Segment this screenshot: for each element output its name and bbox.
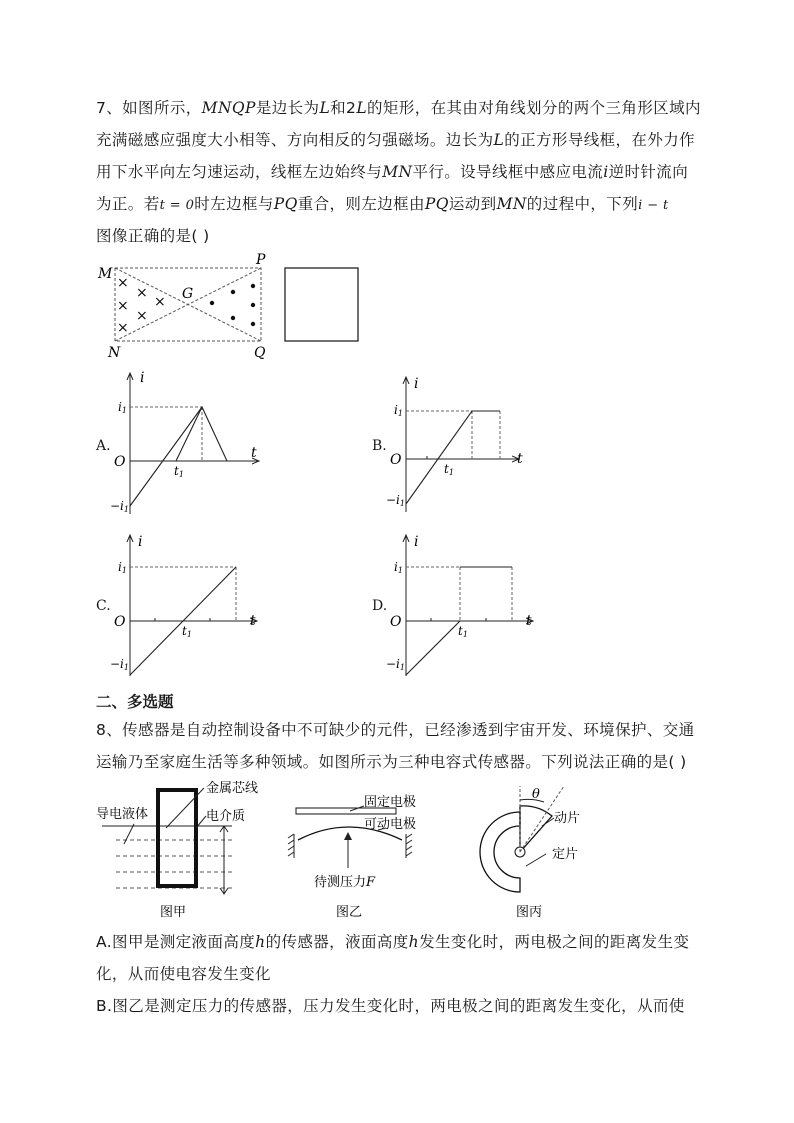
svg-text:i1: i1 <box>394 403 403 418</box>
current-curve <box>406 411 500 504</box>
cross-mark: × <box>136 308 148 324</box>
dot-mark <box>251 322 255 326</box>
svg-text:t: t <box>251 445 257 461</box>
cross-mark: × <box>117 320 129 336</box>
svg-text:t1: t1 <box>444 462 454 477</box>
option-b-label[interactable]: B. <box>372 438 387 454</box>
svg-text:t: t <box>517 451 523 467</box>
cross-mark: × <box>117 298 129 314</box>
q8-option-a-line-2: 化，从而使电容发生变化 <box>96 965 271 983</box>
svg-text:导电液体: 导电液体 <box>96 807 149 822</box>
svg-text:待测压力F: 待测压力F <box>314 875 376 890</box>
current-curve <box>406 621 460 675</box>
svg-text:O: O <box>390 614 402 630</box>
svg-text:i1: i1 <box>118 400 127 415</box>
label-q: Q <box>254 345 266 361</box>
label-n: N <box>108 345 121 361</box>
dot-mark <box>251 303 255 307</box>
q7-line-3: 用下水平向左匀速运动，线框左边始终与MN平行。设导线框中感应电流i逆时针流向 <box>96 163 689 181</box>
figure-yi <box>288 794 416 920</box>
svg-text:i1: i1 <box>118 560 127 575</box>
svg-text:O: O <box>114 614 126 630</box>
svg-text:t1: t1 <box>182 624 192 639</box>
q8-option-b-line-1[interactable]: B.图乙是测定压力的传感器，压力发生变化时，两电极之间的距离发生变化，从而使 <box>96 997 685 1015</box>
svg-text:电介质: 电介质 <box>206 809 246 824</box>
figure-jia <box>96 780 258 920</box>
q7-line-5: 图像正确的是( ) <box>96 227 210 245</box>
graph-c[interactable] <box>110 530 270 680</box>
q7-line-2: 充满磁感应强度大小相等、方向相反的匀强磁场。边长为L的正方形导线框，在外力作 <box>96 131 696 149</box>
figure-bing <box>480 786 580 920</box>
q7-line-4: 为正。若t = 0时左边框与PQ重合，则左边框由PQ运动到MN的过程中，下列i − t <box>96 195 669 213</box>
svg-text:i1: i1 <box>394 560 403 575</box>
svg-text:固定电极: 固定电极 <box>364 795 417 810</box>
moving-plate <box>520 806 552 852</box>
dielectric-tube <box>158 790 196 886</box>
cross-mark: × <box>136 285 148 301</box>
svg-text:−i1: −i1 <box>386 493 405 508</box>
svg-text:t1: t1 <box>458 624 468 639</box>
option-a-label[interactable]: A. <box>96 438 111 454</box>
svg-text:i: i <box>140 370 145 386</box>
dot-mark <box>231 316 235 320</box>
q8-option-a-line-1[interactable]: A.图甲是测定液面高度h的传感器，液面高度h发生变化时，两电极之间的距离发生变 <box>96 933 690 951</box>
label-m: M <box>98 266 113 282</box>
section-title: 二、多选题 <box>96 693 174 711</box>
svg-text:θ: θ <box>532 787 540 802</box>
graph-b[interactable] <box>386 372 546 522</box>
svg-text:O: O <box>114 454 126 470</box>
diagonal-np <box>115 268 261 341</box>
svg-text:−i1: −i1 <box>110 657 129 672</box>
q8-line-2: 运输乃至家庭生活等多种领域。如图所示为三种电容式传感器。下列说法正确的是( ) <box>96 753 687 771</box>
svg-text:−i1: −i1 <box>386 657 405 672</box>
svg-text:动片: 动片 <box>554 811 581 826</box>
svg-text:定片: 定片 <box>552 847 579 862</box>
label-p: P <box>256 252 266 268</box>
svg-text:t: t <box>250 613 256 629</box>
fixed-plate <box>480 812 520 892</box>
svg-text:可动电极: 可动电极 <box>364 817 417 832</box>
svg-text:i: i <box>414 534 419 550</box>
dot-mark <box>210 301 214 305</box>
option-c-label[interactable]: C. <box>96 598 111 614</box>
svg-text:图丙: 图丙 <box>516 905 543 920</box>
svg-text:i: i <box>138 534 143 550</box>
q7-figure <box>92 250 372 365</box>
option-d-label[interactable]: D. <box>372 598 388 614</box>
graph-a[interactable] <box>110 368 270 518</box>
svg-text:t: t <box>526 613 532 629</box>
q8-line-1: 8、传感器是自动控制设备中不可缺少的元件，已经渗透到宇宙开发、环境保护、交通 <box>96 721 695 739</box>
dot-mark <box>251 284 255 288</box>
svg-text:i: i <box>414 376 419 392</box>
svg-text:图乙: 图乙 <box>336 905 363 920</box>
cross-mark: × <box>154 294 166 310</box>
label-g: G <box>182 286 194 302</box>
cross-mark: × <box>117 275 129 291</box>
svg-text:−i1: −i1 <box>110 499 129 514</box>
svg-text:O: O <box>390 452 402 468</box>
svg-text:t1: t1 <box>174 464 184 479</box>
q7-line-1: 7、如图所示，MNQP是边长为L和2L的矩形，在其由对角线划分的两个三角形区域内 <box>96 99 701 117</box>
q8-figure <box>92 776 612 924</box>
svg-text:图甲: 图甲 <box>160 905 187 920</box>
dot-mark <box>231 290 235 294</box>
graph-d[interactable] <box>386 530 546 680</box>
svg-text:金属芯线: 金属芯线 <box>206 781 259 796</box>
square-loop <box>285 268 358 341</box>
